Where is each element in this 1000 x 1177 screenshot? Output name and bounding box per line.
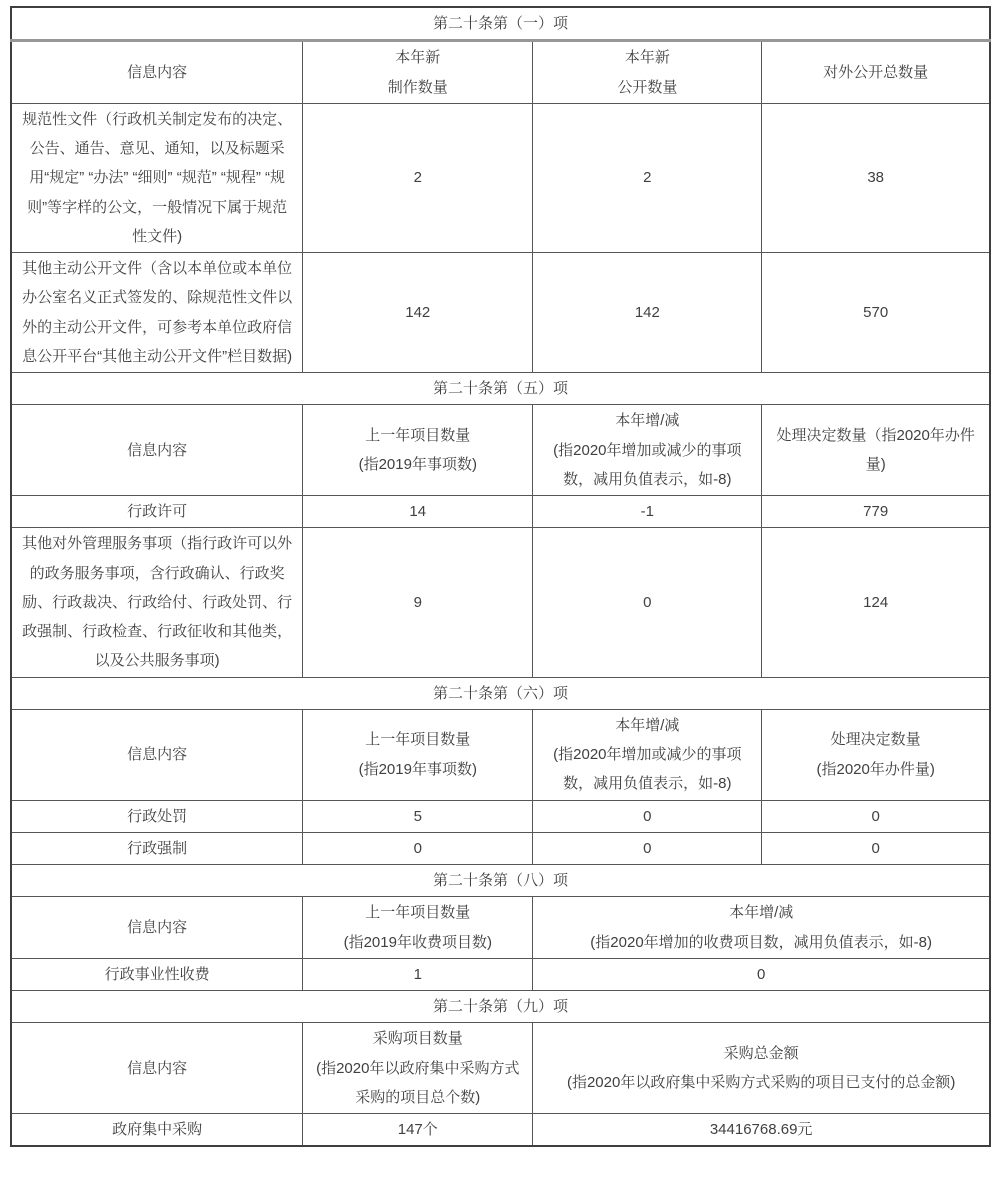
column-header-cell xyxy=(533,1023,990,1114)
value-cell: -1 xyxy=(533,496,762,528)
column-header-line: 信息内容 xyxy=(127,1059,188,1077)
data-row xyxy=(11,253,990,373)
value-cell: 570 xyxy=(762,253,990,373)
section-title: 第二十条第（九）项 xyxy=(11,991,990,1023)
column-header-row xyxy=(11,897,990,959)
section-title-row xyxy=(11,865,990,897)
value-cell: 0 xyxy=(303,832,533,864)
data-row xyxy=(11,103,990,252)
column-header-cell xyxy=(533,897,990,959)
section-title-row xyxy=(11,7,990,41)
row-label-cell: 政府集中采购 xyxy=(11,1114,303,1147)
column-header-cell xyxy=(762,405,990,496)
column-header-line: (指2020年增加或减少的事项数，减用负值表示，如-8) xyxy=(553,441,742,488)
value-cell: 5 xyxy=(303,800,533,832)
value-cell: 0 xyxy=(533,832,762,864)
column-header-line: 本年新 xyxy=(624,49,670,67)
section-title-row xyxy=(11,677,990,709)
value-cell: 142 xyxy=(533,253,762,373)
column-header-line: (指2019年事项数) xyxy=(358,760,477,778)
column-header-line: 信息内容 xyxy=(127,918,188,936)
value-cell: 147个 xyxy=(303,1114,533,1147)
column-header-line: (指2020年增加或减少的事项数，减用负值表示，如-8) xyxy=(553,746,742,793)
data-row xyxy=(11,496,990,528)
column-header-line: 上一年项目数量 xyxy=(365,904,471,922)
column-header-line: 上一年项目数量 xyxy=(365,731,471,749)
value-cell: 0 xyxy=(762,800,990,832)
value-cell: 2 xyxy=(303,103,533,252)
column-header-cell xyxy=(11,897,303,959)
column-header-cell xyxy=(762,41,990,104)
row-label-cell: 规范性文件（行政机关制定发布的决定、公告、通告、意见、通知，以及标题采用“规定” “办法” “细则” “规范” “规程” “规则”等字样的公文，一般情况下属于规范性文件) xyxy=(11,103,303,252)
disclosure-statistics-table xyxy=(10,6,991,1147)
section-title-row xyxy=(11,373,990,405)
column-header-line: 本年增/减 xyxy=(729,904,794,922)
column-header-line: (指2019年事项数) xyxy=(358,456,477,474)
column-header-cell xyxy=(533,41,762,104)
column-header-line: 本年增/减 xyxy=(615,412,680,430)
data-row xyxy=(11,528,990,677)
section-title: 第二十条第（八）项 xyxy=(11,865,990,897)
column-header-cell xyxy=(533,405,762,496)
section-title-row xyxy=(11,991,990,1023)
row-label-cell: 其他主动公开文件（含以本单位或本单位办公室名义正式签发的、除规范性文件以外的主动公开文件，可参考本单位政府信息公开平台“其他主动公开文件”栏目数据) xyxy=(11,253,303,373)
column-header-line: (指2020年办件量) xyxy=(816,760,935,778)
column-header-line: 本年新 xyxy=(395,49,441,67)
column-header-line: 采购总金额 xyxy=(723,1044,799,1062)
value-cell: 38 xyxy=(762,103,990,252)
row-label-cell: 行政强制 xyxy=(11,832,303,864)
column-header-cell xyxy=(11,405,303,496)
section-title: 第二十条第（一）项 xyxy=(11,7,990,41)
value-cell: 0 xyxy=(533,958,990,990)
column-header-cell xyxy=(11,1023,303,1114)
column-header-line: (指2020年以政府集中采购方式采购的项目已支付的总金额) xyxy=(566,1074,956,1092)
row-label-cell: 其他对外管理服务事项（指行政许可以外的政务服务事项，含行政确认、行政奖励、行政裁决、行政给付、行政处罚、行政强制、行政检查、行政征收和其他类，以及公共服务事项) xyxy=(11,528,303,677)
column-header-line: 对外公开总数量 xyxy=(823,63,929,81)
column-header-line: 采购项目数量 xyxy=(372,1030,463,1048)
column-header-row xyxy=(11,1023,990,1114)
column-header-line: 处理决定数量（指2020年办件量) xyxy=(776,426,975,474)
data-row xyxy=(11,958,990,990)
column-header-line: (指2020年以政府集中采购方式采购的项目总个数) xyxy=(316,1059,520,1106)
column-header-row xyxy=(11,709,990,800)
column-header-line: 公开数量 xyxy=(617,78,678,96)
column-header-line: 制作数量 xyxy=(387,78,448,96)
value-cell: 14 xyxy=(303,496,533,528)
value-cell: 9 xyxy=(303,528,533,677)
section-title: 第二十条第（六）项 xyxy=(11,677,990,709)
column-header-cell xyxy=(533,709,762,800)
column-header-cell xyxy=(762,709,990,800)
value-cell: 0 xyxy=(533,528,762,677)
row-label-cell: 行政许可 xyxy=(11,496,303,528)
value-cell: 2 xyxy=(533,103,762,252)
column-header-cell xyxy=(303,897,533,959)
row-label-cell: 行政处罚 xyxy=(11,800,303,832)
column-header-line: 处理决定数量 xyxy=(830,731,921,749)
column-header-line: 本年增/减 xyxy=(615,716,680,734)
column-header-cell xyxy=(11,41,303,104)
column-header-cell xyxy=(303,41,533,104)
column-header-row xyxy=(11,41,990,104)
row-label-cell: 行政事业性收费 xyxy=(11,958,303,990)
value-cell: 0 xyxy=(533,800,762,832)
value-cell: 124 xyxy=(762,528,990,677)
data-row xyxy=(11,1114,990,1147)
value-cell: 779 xyxy=(762,496,990,528)
column-header-cell xyxy=(303,405,533,496)
column-header-line: 信息内容 xyxy=(127,441,188,459)
value-cell: 142 xyxy=(303,253,533,373)
value-cell: 34416768.69元 xyxy=(533,1114,990,1147)
column-header-line: (指2019年收费项目数) xyxy=(343,933,492,951)
data-row xyxy=(11,800,990,832)
column-header-cell xyxy=(11,709,303,800)
data-row xyxy=(11,832,990,864)
column-header-cell xyxy=(303,1023,533,1114)
column-header-line: 信息内容 xyxy=(127,746,188,763)
column-header-line: 上一年项目数量 xyxy=(365,426,471,444)
section-title: 第二十条第（五）项 xyxy=(11,373,990,405)
column-header-row xyxy=(11,405,990,496)
value-cell: 1 xyxy=(303,958,533,990)
column-header-cell xyxy=(303,709,533,800)
column-header-line: 信息内容 xyxy=(127,63,188,81)
value-cell: 0 xyxy=(762,832,990,864)
table-body xyxy=(11,7,990,1146)
column-header-line: (指2020年增加的收费项目数，减用负值表示，如-8) xyxy=(590,933,932,951)
